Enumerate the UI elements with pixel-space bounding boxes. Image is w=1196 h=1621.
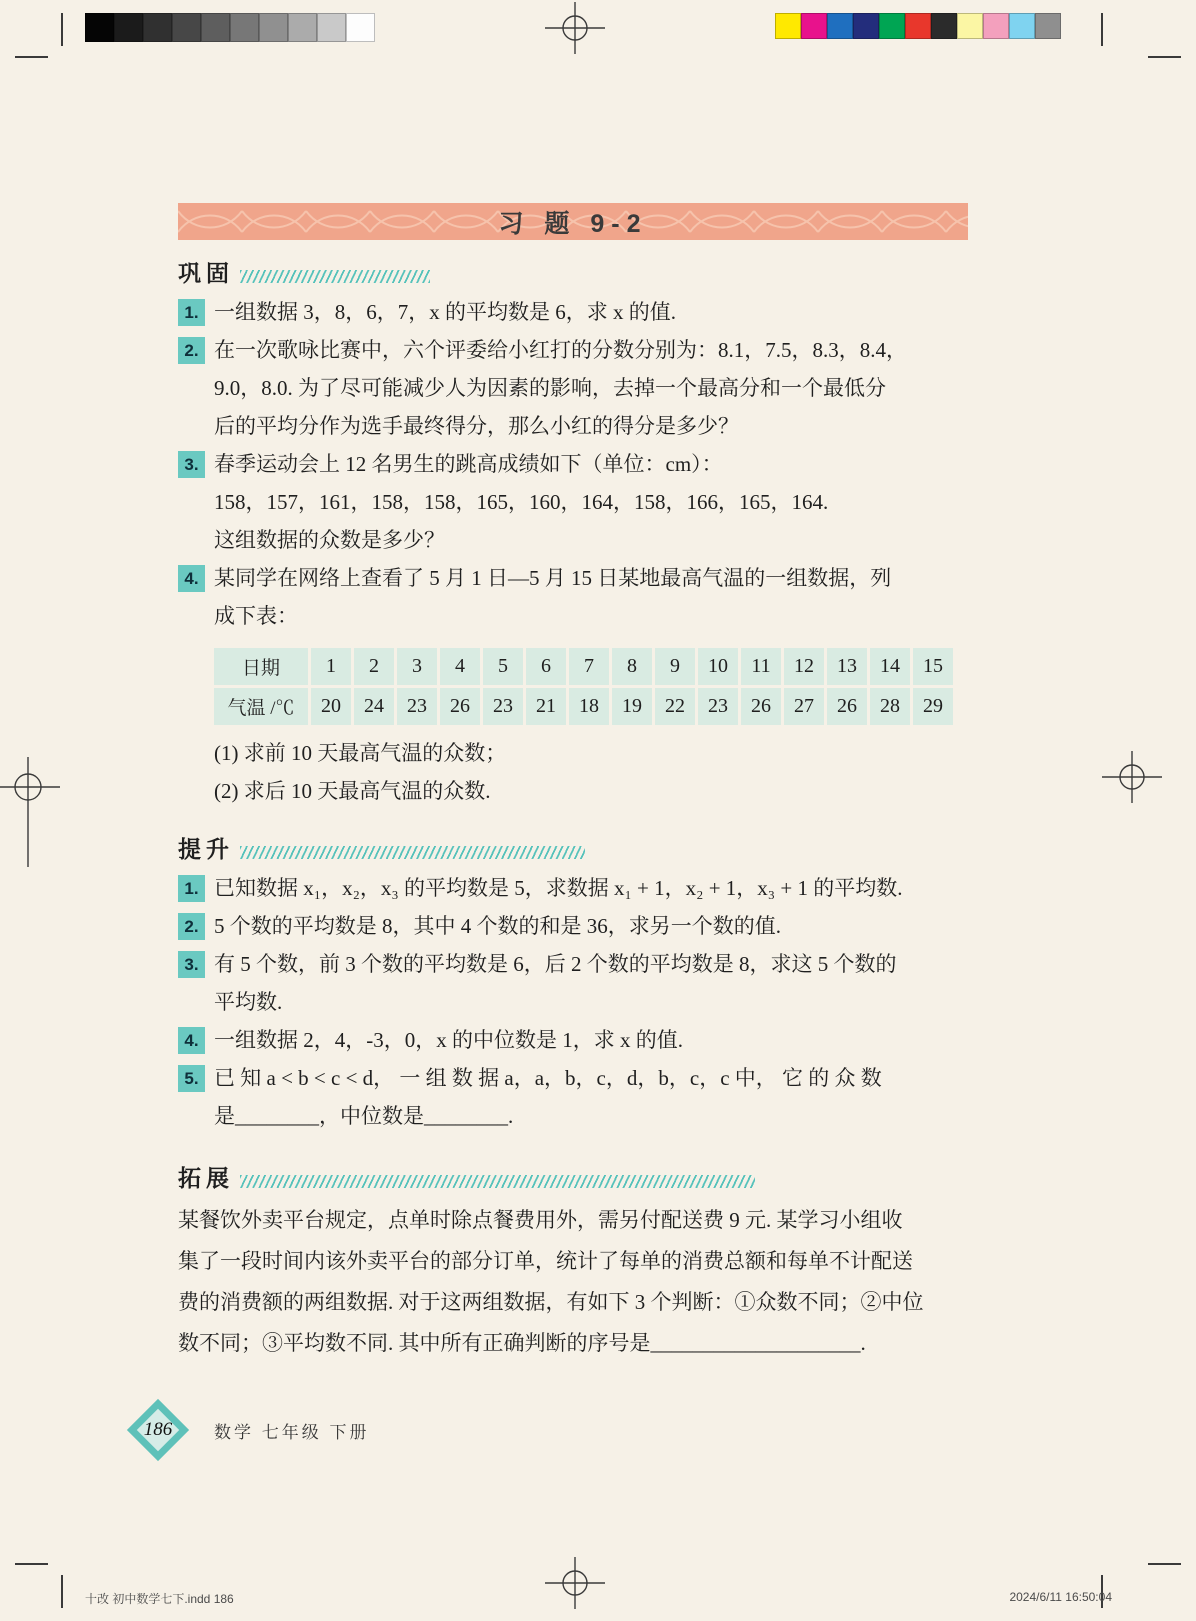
problem-text-line: 已 知 a < b < c < d， 一 组 数 据 a，a，b，c，d，b，c，c 中， 它 的 众 数 [214,1066,882,1090]
problem-number-badge: 5. [178,1065,205,1092]
color-swatch [1009,13,1035,39]
section-heading-extend [178,1167,968,1190]
color-swatch [983,13,1009,39]
table-cell-temp: 23 [698,688,738,725]
crop-mark [1101,13,1103,46]
section-heading-improve [178,838,968,861]
table-cell-temp: 26 [827,688,867,725]
paragraph-line: 数不同；③平均数不同. 其中所有正确判断的序号是____________________. [178,1331,866,1355]
problem-item [178,1059,968,1135]
registration-mark-left [0,757,60,867]
color-swatch [775,13,801,39]
table-cell-temp: 19 [612,688,652,725]
problem-text-line: 是________，中位数是________. [214,1104,514,1128]
problem-item [178,945,968,1021]
crop-mark [15,1563,48,1565]
table-header-date: 日期 [214,648,308,685]
color-swatch [905,13,931,39]
problem-text-line: 平均数. [214,990,283,1014]
table-cell-temp: 24 [354,688,394,725]
table-cell-date: 13 [827,648,867,685]
table-cell-date: 15 [913,648,953,685]
problem-text-line: 158，157，161，158，158，165，160，164，158，166，165，164. [214,490,829,514]
table-cell-temp: 26 [440,688,480,725]
color-calibration-bar [775,13,1061,39]
table-cell-temp: 20 [311,688,351,725]
problem-number-badge: 4. [178,1027,205,1054]
problem-subpart: (1) 求前 10 天最高气温的众数； [214,741,507,765]
problem-text-line: 成下表： [214,604,298,628]
page-number: 186 [143,1419,173,1440]
book-title: 数学 七年级 下册 [214,1422,370,1442]
table-cell-date: 1 [311,648,351,685]
color-swatch [957,13,983,39]
table-cell-date: 3 [397,648,437,685]
crop-mark [1148,56,1181,58]
gray-swatch [172,13,201,42]
grayscale-calibration-bar [85,13,375,42]
problem-text-line: 在一次歌咏比赛中，六个评委给小红打的分数分别为：8.1，7.5，8.3，8.4， [214,338,907,362]
table-cell-temp: 28 [870,688,910,725]
gray-swatch [288,13,317,42]
color-swatch [801,13,827,39]
table-cell-date: 14 [870,648,910,685]
problem-text-line: 春季运动会上 12 名男生的跳高成绩如下（单位：cm）： [214,452,723,476]
gray-swatch [230,13,259,42]
paragraph-line: 集了一段时间内该外卖平台的部分订单，统计了每单的消费总额和每单不计配送 [178,1249,913,1273]
print-file-info: 十改 初中数学七下.indd 186 [85,1592,234,1606]
problem-text-line: 一组数据 3，8，6，7，x 的平均数是 6，求 x 的值. [214,300,676,324]
problem-text-line: 已知数据 x₁，x₂，x₃ 的平均数是 5，求数据 x₁ + 1，x₂ + 1，x₃ + 1 的平均数. [214,876,903,900]
page-content [178,203,968,1364]
section-heading-text: 拓展 [178,1165,234,1191]
section-heading-text: 提升 [178,836,234,862]
table-cell-temp: 23 [483,688,523,725]
problem-item [178,559,968,810]
color-swatch [1035,13,1061,39]
extend-paragraph [178,1200,968,1364]
registration-mark-bottom [545,1557,605,1609]
exercise-title: 习 题 9-2 [498,209,648,238]
page-footer [126,1398,369,1462]
registration-mark-right [1102,751,1162,803]
table-cell-date: 11 [741,648,781,685]
table-cell-temp: 21 [526,688,566,725]
table-cell-date: 9 [655,648,695,685]
problem-text-line: 这组数据的众数是多少？ [214,528,445,552]
gray-swatch [85,13,114,42]
table-cell-temp: 26 [741,688,781,725]
section-heading-consolidate [178,262,968,285]
problem-subpart: (2) 求后 10 天最高气温的众数. [214,779,491,803]
gray-swatch [114,13,143,42]
registration-mark-top [545,2,605,54]
color-swatch [827,13,853,39]
heading-hatch-decoration [240,846,585,859]
problem-text-line: 有 5 个数，前 3 个数的平均数是 6，后 2 个数的平均数是 8，求这 5 个数的 [214,952,897,976]
print-timestamp: 2024/6/11 16:50:04 [1009,1590,1112,1604]
problem-number-badge: 1. [178,299,205,326]
table-cell-temp: 27 [784,688,824,725]
table-row-dates [214,648,953,685]
table-cell-temp: 22 [655,688,695,725]
problem-item [178,331,968,445]
gray-swatch [143,13,172,42]
table-cell-date: 2 [354,648,394,685]
heading-hatch-decoration [240,270,430,283]
problem-text-line: 9.0，8.0. 为了尽可能减少人为因素的影响，去掉一个最高分和一个最低分 [214,376,886,400]
crop-mark [15,56,48,58]
paragraph-line: 某餐饮外卖平台规定，点单时除点餐费用外，需另付配送费 9 元. 某学习小组收 [178,1208,903,1232]
table-cell-date: 10 [698,648,738,685]
exercise-title-banner [178,203,968,240]
problem-item [178,445,968,559]
problem-item [178,1021,968,1059]
problem-text-line: 5 个数的平均数是 8，其中 4 个数的和是 36，求另一个数的值. [214,914,781,938]
problem-number-badge: 4. [178,565,205,592]
problem-number-badge: 1. [178,875,205,902]
problem-item [178,869,968,907]
problem-item [178,907,968,945]
table-cell-temp: 29 [913,688,953,725]
color-swatch [853,13,879,39]
crop-mark [1148,1563,1181,1565]
table-cell-temp: 18 [569,688,609,725]
gray-swatch [346,13,375,42]
color-swatch [879,13,905,39]
problem-number-badge: 3. [178,951,205,978]
table-cell-temp: 23 [397,688,437,725]
color-swatch [931,13,957,39]
table-cell-date: 5 [483,648,523,685]
page-number-diamond [126,1398,190,1462]
table-cell-date: 7 [569,648,609,685]
crop-mark [61,1575,63,1608]
table-header-temp: 气温 /℃ [214,688,308,725]
table-cell-date: 8 [612,648,652,685]
gray-swatch [201,13,230,42]
paragraph-line: 费的消费额的两组数据. 对于这两组数据，有如下 3 个判断：①众数不同；②中位 [178,1290,924,1314]
heading-hatch-decoration [240,1175,755,1188]
table-cell-date: 6 [526,648,566,685]
table-cell-date: 12 [784,648,824,685]
table-row-temps [214,688,953,725]
problem-text-line: 后的平均分作为选手最终得分，那么小红的得分是多少？ [214,414,739,438]
problem-number-badge: 2. [178,913,205,940]
temperature-table [211,645,956,728]
problem-number-badge: 2. [178,337,205,364]
problem-number-badge: 3. [178,451,205,478]
problem-item [178,293,968,331]
gray-swatch [259,13,288,42]
table-cell-date: 4 [440,648,480,685]
problem-text-line: 一组数据 2，4，-3，0，x 的中位数是 1，求 x 的值. [214,1028,683,1052]
crop-mark [61,13,63,46]
problem-text-line: 某同学在网络上查看了 5 月 1 日—5 月 15 日某地最高气温的一组数据，列 [214,566,892,590]
section-heading-text: 巩固 [178,260,234,286]
gray-swatch [317,13,346,42]
